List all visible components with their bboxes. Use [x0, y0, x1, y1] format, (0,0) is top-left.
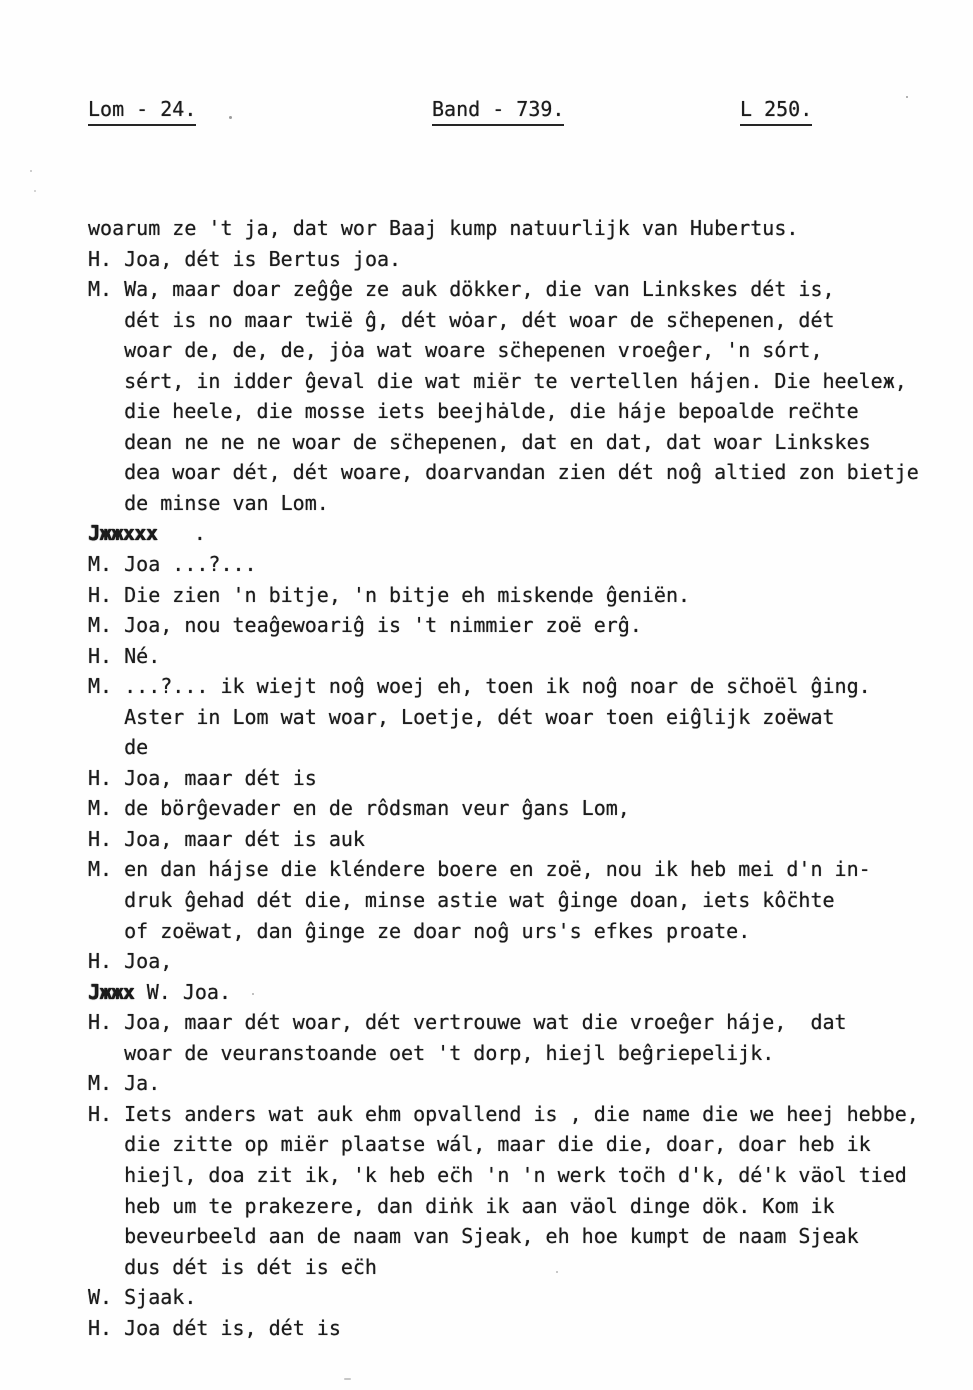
transcript-line [88, 671, 963, 702]
transcript-line [88, 824, 963, 855]
line-text: M. Ja. [88, 1071, 161, 1096]
overstruck-text: Jжжxxx [88, 521, 158, 546]
line-text: H. Iets anders wat auk ehm opvallend is , die name die we heej hebbe, [88, 1101, 919, 1126]
line-text: H. Joa, maar dét woar, dét vertrouwe wat die vroeĝer háje, dat [88, 1010, 847, 1035]
transcript-line [88, 305, 963, 336]
overstruck-text: Jжжx [88, 979, 135, 1004]
transcript-line [88, 549, 963, 580]
line-text: H. Né. [88, 643, 161, 668]
transcript-line [88, 396, 963, 427]
transcript-line [88, 1221, 963, 1252]
line-text: de [124, 735, 149, 760]
transcript-line [88, 763, 963, 794]
line-text: H. Joa, [88, 949, 173, 974]
transcript-line [88, 610, 963, 641]
transcript-line [88, 1099, 963, 1130]
transcript-line [88, 1313, 963, 1344]
transcript-line [88, 1007, 963, 1038]
transcript-line [88, 854, 963, 885]
line-text: H. Joa, dét is Bertus joa. [88, 246, 402, 271]
line-text: druk ĝehad dét die, minse astie wat ĝinge doan, iets kôc̈hte [124, 888, 835, 913]
line-text: H. Joa, maar dét is [88, 765, 317, 790]
line-text: dean ne ne ne woar de sc̈hepenen, dat en dat, dat woar Linkskes [124, 429, 871, 454]
line-text: die zitte op miër plaatse wál, maar die die, doar, doar heb ik [124, 1132, 871, 1157]
transcript-line [88, 641, 963, 672]
transcript-line [88, 702, 963, 733]
transcript-line [88, 1038, 963, 1069]
transcript-line [88, 793, 963, 824]
transcript-line [88, 335, 963, 366]
line-text: dét is no maar twië ĝ, dét wȯar, dét woar de sc̈hepenen, dét [124, 307, 835, 332]
transcript-line [88, 946, 963, 977]
header-left-label: Lom - 24. [88, 97, 196, 126]
line-text: sért, in idder ĝeval die wat miër te vertellen hájen. Die heeleж, [124, 368, 907, 393]
header-center-label: Band - 739. [432, 97, 564, 126]
line-text: dea woar dét, dét woare, doarvandan zien dét noĝ altied zon bietje [124, 460, 919, 485]
line-text: H. Joa dét is, dét is [88, 1315, 341, 1340]
transcript-line [88, 366, 963, 397]
transcript-line [88, 457, 963, 488]
line-text: W. Joa. [134, 979, 231, 1004]
transcript-line [88, 1282, 963, 1313]
scan-speck [344, 1378, 351, 1380]
transcript-line [88, 274, 963, 305]
transcript-line [88, 1129, 963, 1160]
scan-speck [34, 190, 36, 192]
line-text: . [157, 521, 206, 546]
transcript-line [88, 213, 963, 244]
transcript [88, 213, 963, 1343]
scan-speck [578, 602, 580, 604]
transcript-line [88, 1252, 963, 1283]
scan-speck [906, 96, 908, 98]
transcript-line [88, 1191, 963, 1222]
transcript-line [88, 732, 963, 763]
line-text: M. en dan hájse die kléndere boere en zoë, nou ik heb mei d'n in- [88, 857, 871, 882]
line-text: woar de, de, de, jȯa wat woare sc̈hepenen vroeĝer, 'n sórt, [124, 338, 823, 363]
transcript-line [88, 1160, 963, 1191]
line-text: dus dét is dét is ec̈h [124, 1254, 377, 1279]
line-text: woarum ze 't ja, dat wor Baaj kump natuurlijk van Hubertus. [88, 216, 799, 240]
scan-speck [229, 116, 232, 119]
transcript-line [88, 488, 963, 519]
line-text: H. Die zien 'n bitje, 'n bitje eh miskende ĝeniën. [88, 582, 691, 607]
line-text: H. Joa, maar dét is auk [88, 826, 365, 851]
line-text: heb um te prakezere, dan diṅk ik aan väol dinge dök. Kom ik [124, 1193, 835, 1218]
line-text: beveurbeeld aan de naam van Sjeak, eh hoe kumpt de naam Sjeak [124, 1224, 859, 1249]
scan-speck [556, 1271, 558, 1273]
transcript-line [88, 580, 963, 611]
line-text: W. Sjaak. [88, 1285, 197, 1310]
line-text: M. Joa, nou teaĝewoariĝ is 't nimmier zoë erĝ. [88, 613, 642, 638]
transcript-line [88, 518, 963, 549]
line-text: M. Wa, maar doar zeĝĝe ze auk dökker, die van Linkskes dét is, [88, 277, 835, 302]
scan-speck [252, 993, 254, 995]
line-text: M. ...?... ik wiejt noĝ woej eh, toen ik noĝ noar de sc̈hoël ĝing. [88, 674, 871, 699]
transcript-line [88, 885, 963, 916]
scan-speck [30, 170, 32, 172]
transcript-line [88, 1068, 963, 1099]
line-text: hiejl, doa zit ik, 'k heb ec̈h 'n 'n werk toc̈h d'k, dé'k väol tied [124, 1162, 907, 1187]
line-text: M. Joa ...?... [88, 552, 257, 577]
transcript-line [88, 427, 963, 458]
line-text: M. de börĝevader en de rôdsman veur ĝans Lom, [88, 796, 630, 821]
transcript-line [88, 244, 963, 275]
transcript-line [88, 916, 963, 947]
header-right-label: L 250. [740, 97, 812, 126]
line-text: woar de veuranstoande oet 't dorp, hiejl beĝriepelijk. [124, 1040, 775, 1065]
transcript-line [88, 977, 963, 1008]
line-text: of zoëwat, dan ĝinge ze doar noĝ urs's efkes proate. [124, 918, 751, 943]
line-text: Aster in Lom wat woar, Loetje, dét woar toen eiĝlijk zoëwat [124, 704, 835, 729]
line-text: de minse van Lom. [124, 490, 329, 515]
line-text: die heele, die mosse iets beejhȧlde, die háje bepoalde rec̈hte [124, 399, 859, 424]
